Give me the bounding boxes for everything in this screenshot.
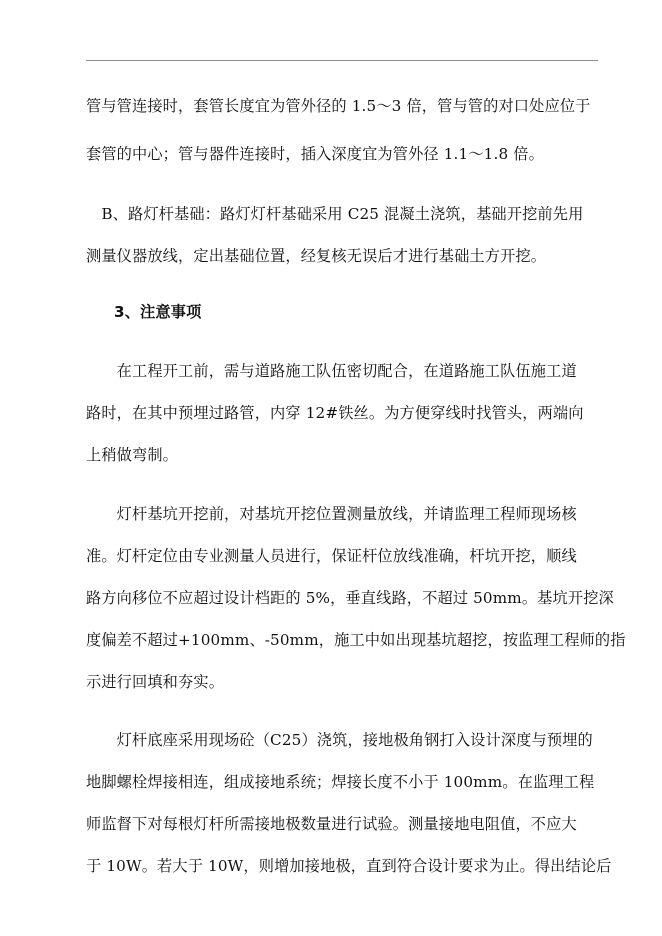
paragraph-line: 套管的中心；管与器件连接时，插入深度宜为管外径 1.1～1.8 倍。 [86, 145, 544, 163]
paragraph-line: 示进行回填和夯实。 [86, 673, 225, 691]
paragraph-line: 准。灯杆定位由专业测量人员进行，保证杆位放线准确，杆坑开挖，顺线 [86, 547, 577, 565]
paragraph-line: 上稍做弯制。 [86, 446, 179, 464]
paragraph-line: 在工程开工前，需与道路施工队伍密切配合，在道路施工队伍施工道 [86, 362, 577, 380]
paragraph-line: 灯杆底座采用现场砼（C25）浇筑，接地极角钢打入设计深度与预埋的 [86, 731, 593, 749]
paragraph-line: 管与管连接时，套管长度宜为管外径的 1.5～3 倍，管与管的对口处应位于 [86, 97, 591, 115]
paragraph-line: 师监督下对每根灯杆所需接地极数量进行试验。测量接地电阻值，不应大 [86, 815, 577, 833]
paragraph-line: 测量仪器放线，定出基础位置，经复核无误后才进行基础土方开挖。 [86, 247, 547, 265]
paragraph-line: 路方向移位不应超过设计档距的 5%，垂直线路，不超过 50mm。基坑开挖深 [86, 589, 614, 607]
paragraph-line: B、路灯杆基础：路灯灯杆基础采用 C25 混凝土浇筑，基础开挖前先用 [86, 205, 584, 223]
paragraph-line: 于 10W。若大于 10W，则增加接地极，直到符合设计要求为止。得出结论后 [86, 857, 612, 875]
header-rule [86, 60, 598, 61]
paragraph-line: 灯杆基坑开挖前，对基坑开挖位置测量放线，并请监理工程师现场核 [86, 505, 577, 523]
section-heading: 3、注意事项 [114, 303, 202, 321]
paragraph-line: 度偏差不超过+100mm、-50mm，施工中如出现基坑超挖，按监理工程师的指 [86, 631, 626, 649]
paragraph-line: 地脚螺栓焊接相连，组成接地系统；焊接长度不小于 100mm。在监理工程 [86, 773, 595, 791]
paragraph-line: 路时，在其中预埋过路管，内穿 12#铁丝。为方便穿线时找管头，两端向 [86, 404, 584, 422]
